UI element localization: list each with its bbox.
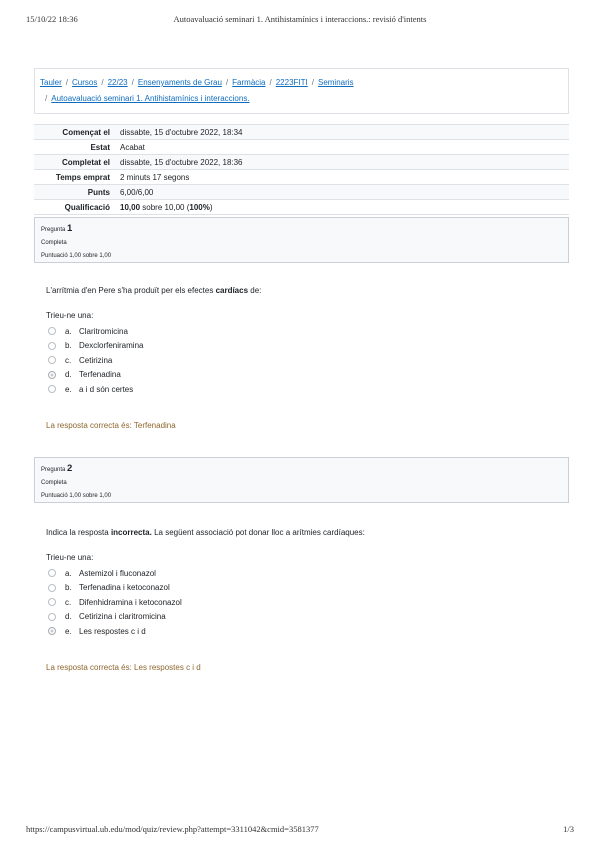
answer-option-c[interactable] bbox=[46, 353, 556, 368]
radio-selected-icon[interactable] bbox=[48, 371, 56, 379]
radio-icon[interactable] bbox=[48, 385, 56, 393]
summary-label: Completat el bbox=[34, 155, 116, 170]
answer-letter: e. bbox=[65, 384, 72, 394]
question-label: Pregunta bbox=[41, 227, 66, 233]
grade-close: ) bbox=[209, 202, 213, 212]
answer-list bbox=[46, 566, 556, 639]
summary-row-time bbox=[34, 170, 569, 185]
summary-row-marks bbox=[34, 185, 569, 200]
question-1-correct-answer: La resposta correcta és: Terfenadina bbox=[46, 421, 176, 430]
summary-row-state bbox=[34, 140, 569, 155]
question-1-info bbox=[34, 217, 569, 263]
summary-label: Punts bbox=[34, 185, 116, 200]
print-datetime: 15/10/22 18:36 bbox=[26, 14, 78, 24]
summary-row-started bbox=[34, 125, 569, 140]
breadcrumb-separator: / bbox=[269, 78, 272, 87]
question-2-correct-answer: La resposta correcta és: Les respostes c i d bbox=[46, 663, 201, 672]
summary-value: dissabte, 15 d'octubre 2022, 18:34 bbox=[116, 125, 569, 140]
question-state: Completa bbox=[41, 240, 67, 246]
summary-value: dissabte, 15 d'octubre 2022, 18:36 bbox=[116, 155, 569, 170]
question-prompt: Trieu-ne una: bbox=[46, 311, 94, 320]
breadcrumb-farmacia[interactable]: Farmàcia bbox=[232, 78, 266, 87]
breadcrumb bbox=[34, 68, 569, 114]
question-number: 1 bbox=[67, 223, 73, 234]
summary-value: 6,00/6,00 bbox=[116, 185, 569, 200]
attempt-summary-table bbox=[34, 124, 569, 215]
breadcrumb-seminaris[interactable]: Seminaris bbox=[317, 78, 354, 87]
grade-value: 10,00 bbox=[120, 202, 141, 212]
grade-out-of: sobre 10,00 ( bbox=[140, 202, 190, 212]
summary-value bbox=[116, 200, 569, 215]
breadcrumb-cursos[interactable]: Cursos bbox=[72, 78, 98, 87]
answer-option-a[interactable] bbox=[46, 566, 556, 581]
answer-text: Dexclorfeniramina bbox=[79, 341, 144, 351]
question-2-content bbox=[46, 527, 556, 639]
radio-icon[interactable] bbox=[48, 584, 56, 592]
answer-option-b[interactable] bbox=[46, 581, 556, 596]
answer-letter: e. bbox=[65, 626, 72, 636]
breadcrumb-separator: / bbox=[131, 78, 134, 87]
answer-letter: d. bbox=[65, 612, 72, 622]
answer-text: Difenhidramina i ketoconazol bbox=[79, 597, 182, 607]
answer-text: Astemizol i fluconazol bbox=[79, 568, 156, 578]
answer-option-a[interactable] bbox=[46, 324, 556, 339]
breadcrumb-separator: / bbox=[101, 78, 104, 87]
summary-row-grade bbox=[34, 200, 569, 215]
radio-icon[interactable] bbox=[48, 598, 56, 606]
print-header bbox=[26, 14, 574, 26]
breadcrumb-separator: / bbox=[311, 78, 314, 87]
question-grade: Puntuació 1,00 sobre 1,00 bbox=[41, 493, 112, 499]
answer-text: Les respostes c i d bbox=[79, 626, 146, 636]
answer-text: Cetirizina i claritromicina bbox=[79, 612, 166, 622]
summary-label: Qualificació bbox=[34, 200, 116, 215]
answer-option-e[interactable] bbox=[46, 382, 556, 397]
print-url: https://campusvirtual.ub.edu/mod/quiz/review.php?attempt=3311042&cmid=3581377 bbox=[26, 824, 319, 834]
grade-percent: 100% bbox=[189, 202, 210, 212]
radio-icon[interactable] bbox=[48, 356, 56, 364]
radio-icon[interactable] bbox=[48, 569, 56, 577]
breadcrumb-year[interactable]: 22/23 bbox=[107, 78, 128, 87]
breadcrumb-course[interactable]: 2223FITI bbox=[275, 78, 308, 87]
summary-value: 2 minuts 17 segons bbox=[116, 170, 569, 185]
summary-row-completed bbox=[34, 155, 569, 170]
print-footer bbox=[26, 824, 574, 836]
question-state: Completa bbox=[41, 480, 67, 486]
answer-letter: c. bbox=[65, 597, 72, 607]
question-label: Pregunta bbox=[41, 467, 66, 473]
breadcrumb-separator: / bbox=[65, 78, 69, 87]
summary-label: Estat bbox=[34, 140, 116, 155]
answer-text: a i d són certes bbox=[79, 384, 134, 394]
summary-label: Començat el bbox=[34, 125, 116, 140]
answer-letter: b. bbox=[65, 583, 72, 593]
answer-letter: c. bbox=[65, 355, 72, 365]
answer-letter: d. bbox=[65, 370, 72, 380]
question-text: Indica la resposta incorrecta. La següent associació pot donar lloc a arítmies cardíaques: bbox=[46, 528, 365, 537]
print-title: Autoavaluació seminari 1. Antihistamínics i interaccions.: revisió d'intents bbox=[173, 14, 427, 24]
breadcrumb-ensenyaments[interactable]: Ensenyaments de Grau bbox=[137, 78, 222, 87]
radio-icon[interactable] bbox=[48, 613, 56, 621]
answer-letter: a. bbox=[65, 326, 72, 336]
summary-label: Temps emprat bbox=[34, 170, 116, 185]
answer-text: Claritromicina bbox=[79, 326, 128, 336]
radio-selected-icon[interactable] bbox=[48, 627, 56, 635]
answer-text: Cetirizina bbox=[79, 355, 113, 365]
question-number: 2 bbox=[67, 463, 73, 474]
question-prompt: Trieu-ne una: bbox=[46, 553, 94, 562]
breadcrumb-separator: / bbox=[45, 94, 48, 103]
summary-value: Acabat bbox=[116, 140, 569, 155]
answer-list bbox=[46, 324, 556, 397]
print-page-number: 1/3 bbox=[563, 824, 574, 834]
question-text: L'arrítmia d'en Pere s'ha produït per els efectes cardíacs de: bbox=[46, 286, 262, 295]
answer-option-d[interactable] bbox=[46, 610, 556, 625]
breadcrumb-quiz[interactable]: Autoavaluació seminari 1. Antihistamínics i interaccions. bbox=[51, 94, 250, 103]
radio-icon[interactable] bbox=[48, 342, 56, 350]
answer-letter: a. bbox=[65, 568, 72, 578]
answer-option-d[interactable] bbox=[46, 368, 556, 383]
answer-text: Terfenadina bbox=[79, 370, 121, 380]
answer-option-e[interactable] bbox=[46, 624, 556, 639]
radio-icon[interactable] bbox=[48, 327, 56, 335]
question-grade: Puntuació 1,00 sobre 1,00 bbox=[41, 253, 112, 259]
breadcrumb-separator: / bbox=[225, 78, 229, 87]
question-1-content bbox=[46, 285, 556, 397]
breadcrumb-tauler[interactable]: Tauler bbox=[40, 78, 62, 87]
answer-letter: b. bbox=[65, 341, 72, 351]
answer-text: Terfenadina i ketoconazol bbox=[79, 583, 170, 593]
question-2-info bbox=[34, 457, 569, 503]
answer-option-c[interactable] bbox=[46, 595, 556, 610]
answer-option-b[interactable] bbox=[46, 339, 556, 354]
